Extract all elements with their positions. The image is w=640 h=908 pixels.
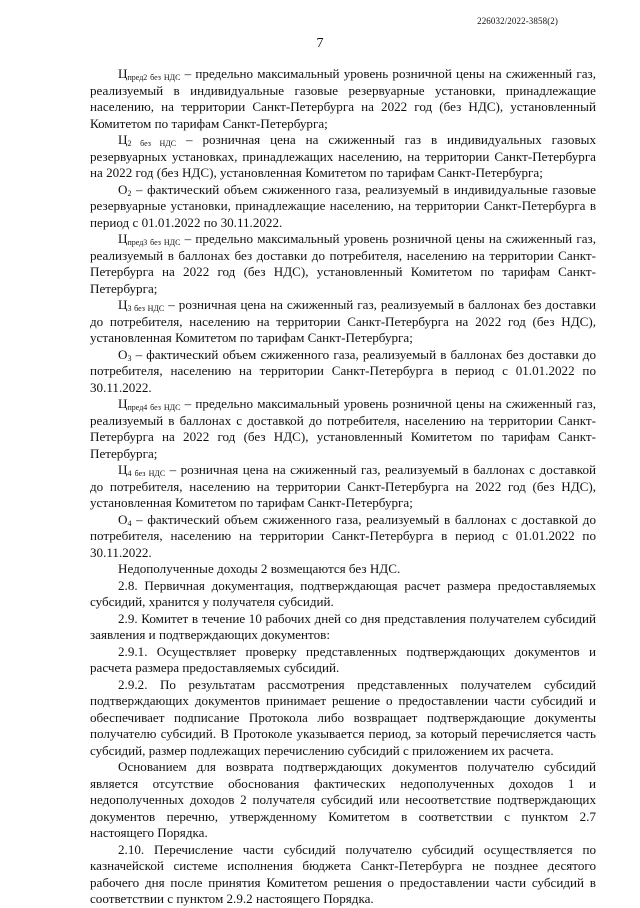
- paragraph-c-pred3: [90, 231, 596, 297]
- symbol-subscript: 4 без НДС: [127, 469, 166, 478]
- paragraph-2-9-1: [90, 644, 596, 677]
- symbol: Ц: [118, 396, 128, 411]
- paragraph-text: – предельно максимальный уровень розничной цены на сжиженный газ, реализуемый в баллонах с доставкой до потребителя, населению на территории Санкт-Петербурга на 2022 год (без НДС), установленный Комитетом по тарифам Санкт-Петербурга;: [90, 396, 596, 461]
- document-id: 226032/2022-3858(2): [477, 16, 558, 26]
- paragraph-o3: [90, 347, 596, 397]
- paragraph-text: 2.9.1. Осуществляет проверку представленных подтверждающих документов и расчета размера предоставляемых субсидий.: [90, 643, 596, 675]
- paragraph-text: 2.10. Перечисление части субсидий получателю субсидий осуществляется по казначейской системе исполнения бюджета Санкт-Петербурга не позднее десятого рабочего дня после принятия Комитетом решения о предоставлении части субсидий в соответствии с пунктом 2.9.2 настоящего Порядка.: [90, 841, 596, 906]
- paragraph-o2: [90, 182, 596, 232]
- symbol: Ц: [118, 462, 128, 477]
- symbol: Ц: [118, 132, 128, 147]
- paragraph-text: Основанием для возврата подтверждающих документов получателю субсидий является отсутствие обоснования фактических недополученных доходов 1 и недополученных доходов 2 получателя субсидий или несоответствие подтверждающих документов перечню, утвержденному Комитетом в соответствии с пунктом 2.7 настоящего Порядка.: [90, 759, 596, 840]
- paragraph-return-basis: [90, 759, 596, 842]
- symbol-subscript: пред3 без НДС: [127, 238, 181, 247]
- paragraph-c2: [90, 132, 596, 182]
- paragraph-2-9: [90, 611, 596, 644]
- paragraph-text: – предельно максимальный уровень розничной цены на сжиженный газ, реализуемый в индивидуальные газовые резервуарные установки, принадлежащие населению, на территории Санкт-Петербурга на 2022 год (без НДС), установленный Комитетом по тарифам Санкт-Петербурга;: [90, 66, 596, 131]
- paragraph-text: Недополученные доходы 2 возмещаются без НДС.: [118, 561, 401, 576]
- paragraph-c-pred2: [90, 66, 596, 132]
- paragraph-c-pred4: [90, 396, 596, 462]
- paragraph-c3: [90, 297, 596, 347]
- symbol: Ц: [118, 231, 128, 246]
- symbol-subscript: 2: [127, 188, 132, 198]
- paragraph-text: – розничная цена на сжиженный газ, реализуемый в баллонах с доставкой до потребителя, населению на территории Санкт-Петербурга на 2022 год (без НДС), установленная Комитетом по тарифам Санкт-Петербурга;: [90, 462, 597, 510]
- document-body: [90, 66, 596, 908]
- symbol-subscript: 3: [127, 353, 132, 363]
- symbol: О: [118, 346, 128, 362]
- paragraph-text: – розничная цена на сжиженный газ, реализуемый в баллонах без доставки до потребителя, населению на территории Санкт-Петербурга на 2022 год (без НДС), установленная Комитетом по тарифам Санкт-Петербурга;: [90, 297, 596, 345]
- paragraph-text: – розничная цена на сжиженный газ в индивидуальных газовых резервуарных установках, принадлежащих населению, на территории Санкт-Петербурга на 2022 год (без НДС), установленная Комитетом по тарифам Санкт-Петербурга;: [90, 132, 597, 180]
- paragraph-text: 2.9.2. По результатам рассмотрения представленных получателем субсидий подтверждающих документов принимает решение о предоставлении части субсидий и обеспечивает подписание Протокола либо возвращает подтверждающие документы получателю субсидий. В Протоколе указывается период, за который перечисляется часть субсидий, размер подлежащих перечислению субсидий с приложением их расчета.: [90, 676, 596, 758]
- symbol-subscript: 3 без НДС: [127, 304, 165, 313]
- paragraph-2-10: [90, 842, 596, 908]
- paragraph-2-9-2: [90, 677, 596, 760]
- paragraph-text: – предельно максимальный уровень розничной цены на сжиженный газ, реализуемый в баллонах без доставки до потребителя, населению на территории Санкт-Петербурга на 2022 год (без НДС), установленный Комитетом по тарифам Санкт-Петербурга;: [90, 231, 596, 296]
- symbol-subscript: пред4 без НДС: [127, 403, 181, 412]
- paragraph-c4: [90, 462, 596, 512]
- paragraph-text: – фактический объем сжиженного газа, реализуемый в баллонах без доставки до потребителя, населению на территории Санкт-Петербурга в период с 01.01.2022 по 30.11.2022.: [90, 346, 596, 395]
- symbol: Ц: [118, 66, 128, 81]
- symbol: О: [118, 181, 128, 197]
- symbol: О: [118, 511, 128, 527]
- symbol: Ц: [118, 297, 128, 312]
- paragraph-text: – фактический объем сжиженного газа, реализуемый в баллонах с доставкой до потребителя, населению на территории Санкт-Петербурга в период с 01.01.2022 по 30.11.2022.: [90, 511, 596, 560]
- paragraph-text: – фактический объем сжиженного газа, реализуемый в индивидуальные газовые резервуарные установки, принадлежащие населению, на территории Санкт-Петербурга в период с 01.01.2022 по 30.11.2022.: [90, 181, 596, 230]
- page-number: 7: [316, 36, 324, 51]
- symbol-subscript: 2 без НДС: [127, 139, 177, 148]
- symbol-subscript: пред2 без НДС: [127, 73, 181, 82]
- paragraph-2-8: [90, 578, 596, 611]
- paragraph-o4: [90, 512, 596, 562]
- paragraph-vat-note: [90, 561, 596, 578]
- paragraph-text: 2.8. Первичная документация, подтверждающая расчет размера предоставляемых субсидий, хранится у получателя субсидий.: [90, 577, 596, 609]
- symbol-subscript: 4: [127, 518, 132, 528]
- paragraph-text: 2.9. Комитет в течение 10 рабочих дней со дня представления получателем субсидий заявления и подтверждающих документов:: [90, 610, 596, 642]
